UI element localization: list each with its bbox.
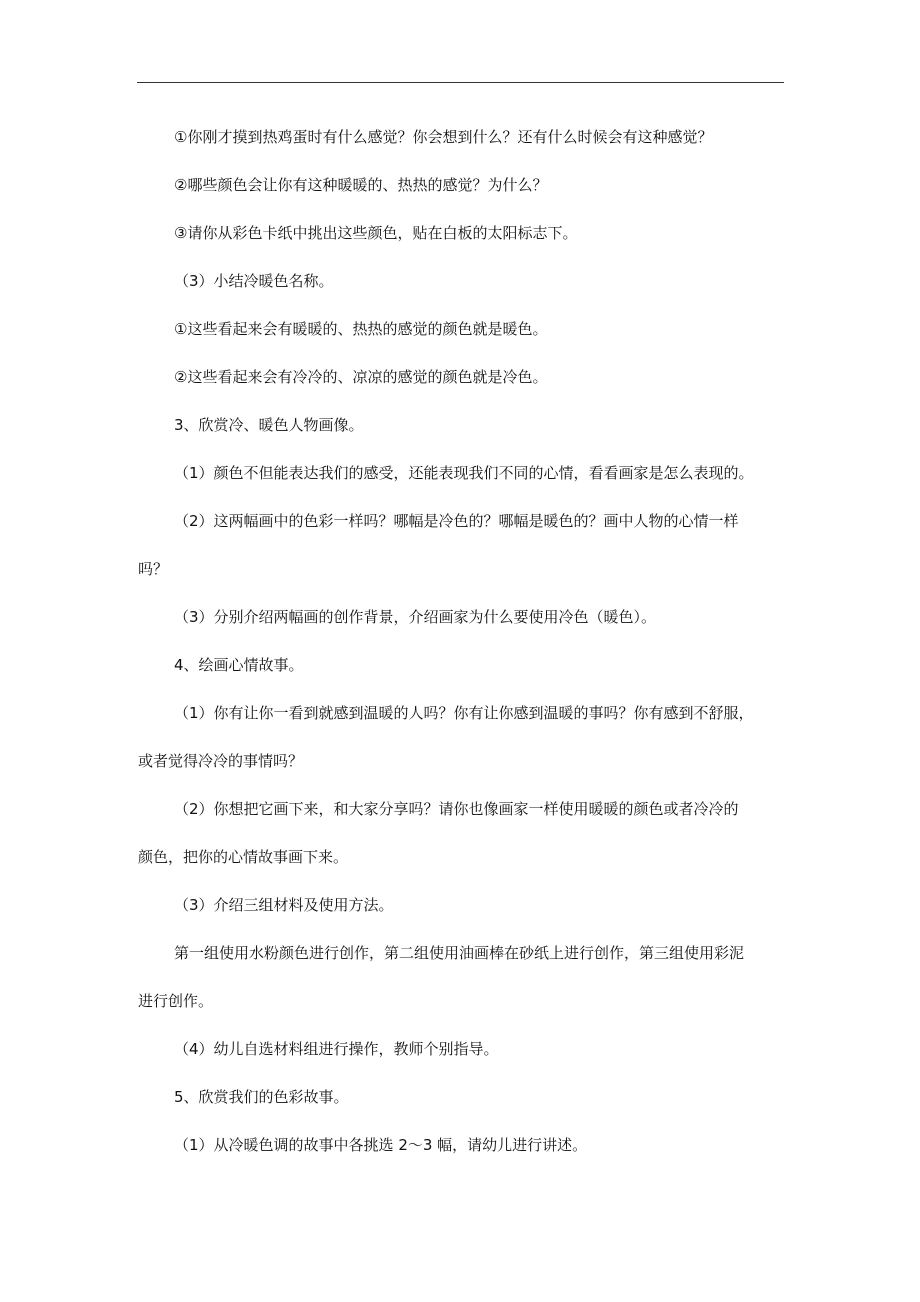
- paragraph-5-text: ①这些看起来会有暖暖的、热热的感觉的颜色就是暖色。: [174, 320, 548, 338]
- section-heading-3: [138, 402, 788, 449]
- section-heading-3-text: 3、欣赏冷、暖色人物画像。: [174, 416, 364, 434]
- paragraph-3-text: ③请你从彩色卡纸中挑出这些颜色，贴在白板的太阳标志下。: [174, 224, 578, 242]
- paragraph-13-line-2: [138, 834, 788, 881]
- section-heading-4-text: 4、绘画心情故事。: [174, 656, 304, 674]
- paragraph-1-text: ①你刚才摸到热鸡蛋时有什么感觉？你会想到什么？还有什么时候会有这种感觉？: [174, 128, 713, 146]
- paragraph-12-text-1: （1）你有让你一看到就感到温暖的人吗？你有让你感到温暖的事吗？你有感到不舒服，: [174, 704, 754, 722]
- paragraph-13-text-1: （2）你想把它画下来，和大家分享吗？请你也像画家一样使用暖暖的颜色或者冷冷的: [174, 800, 739, 818]
- header-rule: [137, 82, 784, 83]
- paragraph-16: [138, 1026, 788, 1073]
- section-heading-4: [138, 642, 788, 689]
- paragraph-6: [138, 354, 788, 401]
- paragraph-4: [138, 258, 788, 305]
- paragraph-10: [138, 594, 788, 641]
- paragraph-5: [138, 306, 788, 353]
- paragraph-4-text: （3）小结冷暖色名称。: [174, 272, 334, 290]
- paragraph-9-line-1: [138, 498, 788, 545]
- paragraph-15-line-1: [138, 930, 788, 977]
- paragraph-6-text: ②这些看起来会有冷冷的、凉凉的感觉的颜色就是冷色。: [174, 368, 548, 386]
- paragraph-12-line-1: [138, 690, 788, 737]
- paragraph-15-line-2: [138, 978, 788, 1025]
- section-heading-5-text: 5、欣赏我们的色彩故事。: [174, 1088, 349, 1106]
- paragraph-9-text-2: 吗？: [138, 560, 169, 578]
- paragraph-15-text-1: 第一组使用水粉颜色进行创作，第二组使用油画棒在砂纸上进行创作，第三组使用彩泥: [174, 944, 745, 962]
- paragraph-3: [138, 210, 788, 257]
- paragraph-14-text: （3）介绍三组材料及使用方法。: [174, 896, 394, 914]
- paragraph-10-text: （3）分别介绍两幅画的创作背景，介绍画家为什么要使用冷色（暖色）。: [174, 608, 657, 626]
- paragraph-13-text-2: 颜色，把你的心情故事画下来。: [138, 848, 349, 866]
- paragraph-12-text-2: 或者觉得冷冷的事情吗？: [138, 752, 304, 770]
- paragraph-9-line-2: [138, 546, 788, 593]
- paragraph-13-line-1: [138, 786, 788, 833]
- paragraph-18-text: （1）从冷暖色调的故事中各挑选 2～3 幅，请幼儿进行讲述。: [174, 1136, 588, 1154]
- paragraph-12-line-2: [138, 738, 788, 785]
- paragraph-8-text: （1）颜色不但能表达我们的感受，还能表现我们不同的心情，看看画家是怎么表现的。: [174, 464, 754, 482]
- paragraph-8: [138, 450, 788, 497]
- section-heading-5: [138, 1074, 788, 1121]
- paragraph-16-text: （4）幼儿自选材料组进行操作，教师个别指导。: [174, 1040, 499, 1058]
- paragraph-2: [138, 162, 788, 209]
- paragraph-18: [138, 1122, 788, 1169]
- paragraph-9-text-1: （2）这两幅画中的色彩一样吗？哪幅是冷色的？哪幅是暖色的？画中人物的心情一样: [174, 512, 739, 530]
- paragraph-1: [138, 114, 788, 161]
- paragraph-2-text: ②哪些颜色会让你有这种暖暖的、热热的感觉？为什么？: [174, 176, 548, 194]
- paragraph-14: [138, 882, 788, 929]
- paragraph-15-text-2: 进行创作。: [138, 992, 214, 1010]
